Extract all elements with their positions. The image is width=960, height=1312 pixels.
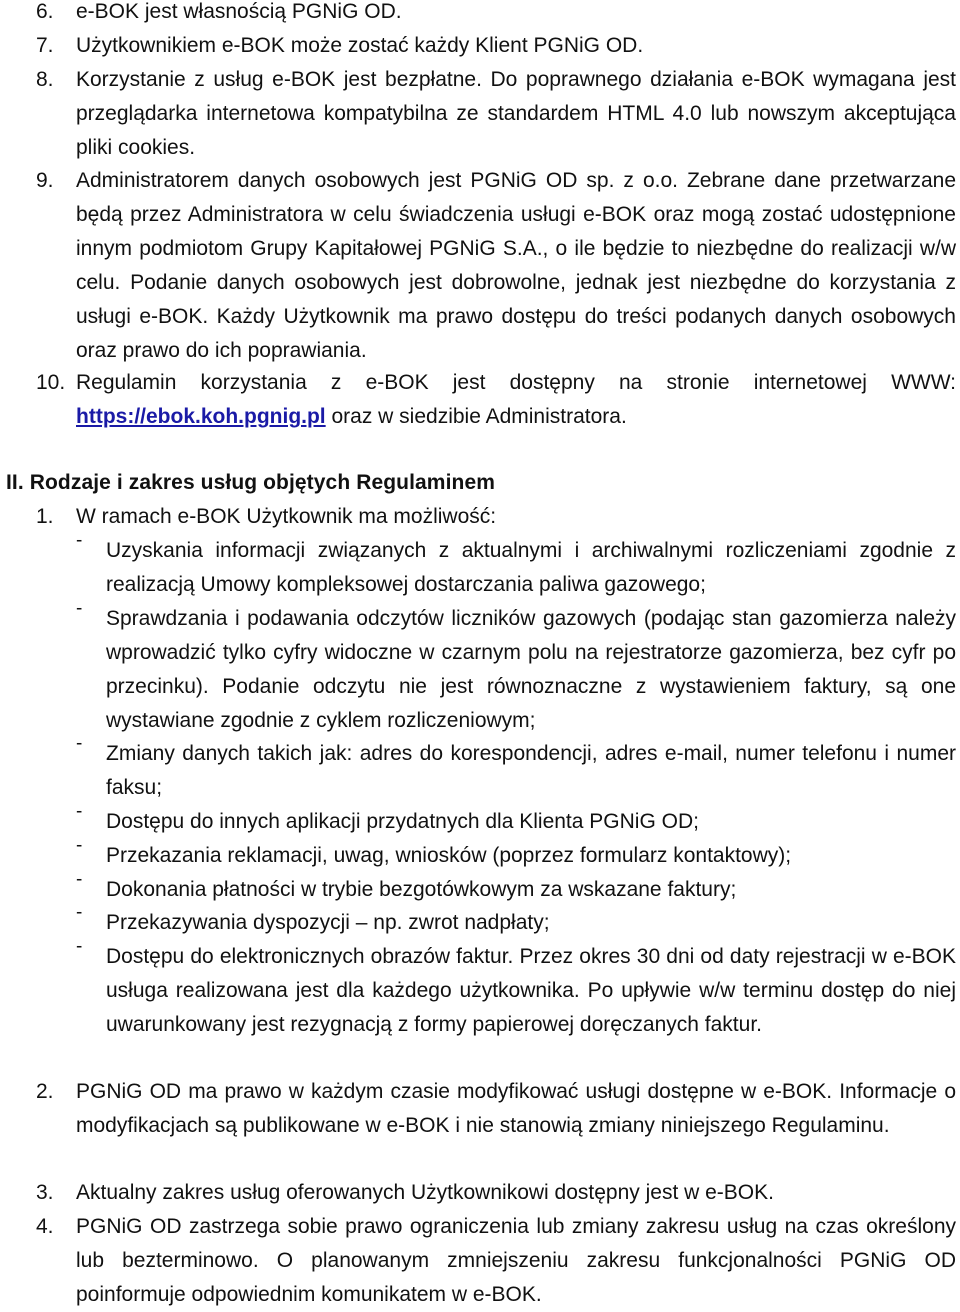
bullet-dash: - <box>76 936 83 957</box>
bullet-dash: - <box>76 733 83 754</box>
list-text: Korzystanie z usług e-BOK jest bezpłatne. Do poprawnego działania e-BOK wymagana jest przeglądarka internetowa kompatybilna ze standardem HTML 4.0 lub nowszym akceptująca pliki cookies. <box>76 68 956 159</box>
bullet-text: Uzyskania informacji związanych z aktualnymi i archiwalnymi rozliczeniami zgodnie z realizacją Umowy kompleksowej dostarczania paliwa gazowego; <box>106 539 956 596</box>
bullet-text: Przekazywania dyspozycji – np. zwrot nadpłaty; <box>106 911 550 934</box>
list-text-before: Regulamin korzystania z e-BOK jest dostępny na stronie internetowej WWW: <box>76 371 956 394</box>
list-number: 3. <box>36 1181 54 1204</box>
list-text: PGNiG OD zastrzega sobie prawo ograniczenia lub zmiany zakresu usług na czas określony lub bezterminowo. O planowanym zmniejszeniu zakresu funkcjonalności PGNiG OD poinformuje odpowiednim komunikatem w e-BOK. <box>76 1215 956 1306</box>
list-text: PGNiG OD ma prawo w każdym czasie modyfikować usługi dostępne w e-BOK. Informacje o modyfikacjach są publikowane w e-BOK i nie stanowią zmiany niniejszego Regulaminu. <box>76 1080 956 1137</box>
bullet-dash: - <box>76 530 83 551</box>
list-number: 6. <box>36 0 54 23</box>
bullet-text: Przekazania reklamacji, uwag, wniosków (poprzez formularz kontaktowy); <box>106 844 792 867</box>
bullet-text: Zmiany danych takich jak: adres do korespondencji, adres e-mail, numer telefonu i numer faksu; <box>106 742 956 799</box>
bullet-text: Dostępu do elektronicznych obrazów faktur. Przez okres 30 dni od daty rejestracji w e-BOK usługa realizowana jest dla każdego użytkownika. Po upływie w/w terminu dostęp do niej uwarunkowany jest rezygnacją z formy papierowej doręczanych faktur. <box>106 945 956 1036</box>
list-text: Aktualny zakres usług oferowanych Użytkownikowi dostępny jest w e-BOK. <box>76 1181 774 1204</box>
bullet-dash: - <box>76 902 83 923</box>
list-text: W ramach e-BOK Użytkownik ma możliwość: <box>76 505 497 528</box>
bullet-text: Dokonania płatności w trybie bezgotówkowym za wskazane faktury; <box>106 878 737 901</box>
bullet-dash: - <box>76 869 83 890</box>
bullet-dash: - <box>76 835 83 856</box>
list-number: 8. <box>36 68 54 91</box>
bullet-dash: - <box>76 598 83 619</box>
bullet-text: Sprawdzania i podawania odczytów liczników gazowych (podając stan gazomierza należy wprowadzić tylko cyfry widoczne w czarnym polu na rejestratorze gazomierza, bez cyfr po przecinku). Podanie odczytu nie jest równoznaczne z wystawieniem faktury, są one wystawiane zgodnie z cyklem rozliczeniowym; <box>106 607 956 732</box>
bullet-dash: - <box>76 801 83 822</box>
list-text: e-BOK jest własnością PGNiG OD. <box>76 0 402 23</box>
ebok-link[interactable]: https://ebok.koh.pgnig.pl <box>76 405 326 428</box>
bullet-text: Dostępu do innych aplikacji przydatnych dla Klienta PGNiG OD; <box>106 810 699 833</box>
list-number: 2. <box>36 1080 54 1103</box>
list-text-after: oraz w siedzibie Administratora. <box>331 405 627 428</box>
list-number: 9. <box>36 169 54 192</box>
list-text <box>76 366 956 434</box>
list-text: Użytkownikiem e-BOK może zostać każdy Klient PGNiG OD. <box>76 34 644 57</box>
list-number: 10. <box>36 371 66 394</box>
list-number: 4. <box>36 1215 54 1238</box>
list-text: Administratorem danych osobowych jest PGNiG OD sp. z o.o. Zebrane dane przetwarzane będą przez Administratora w celu świadczenia usługi e-BOK oraz mogą zostać udostępnione innym podmiotom Grupy Kapitałowej PGNiG S.A., o ile będzie to niezbędne do realizacji w/w celu. Podanie danych osobowych jest dobrowolne, jednak jest niezbędne do korzystania z usługi e-BOK. Każdy Użytkownik ma prawo dostępu do treści podanych danych osobowych oraz prawo do ich poprawiania. <box>76 169 956 362</box>
section-heading: II. Rodzaje i zakres usług objętych Regulaminem <box>6 471 495 494</box>
list-number: 1. <box>36 505 54 528</box>
list-number: 7. <box>36 34 54 57</box>
